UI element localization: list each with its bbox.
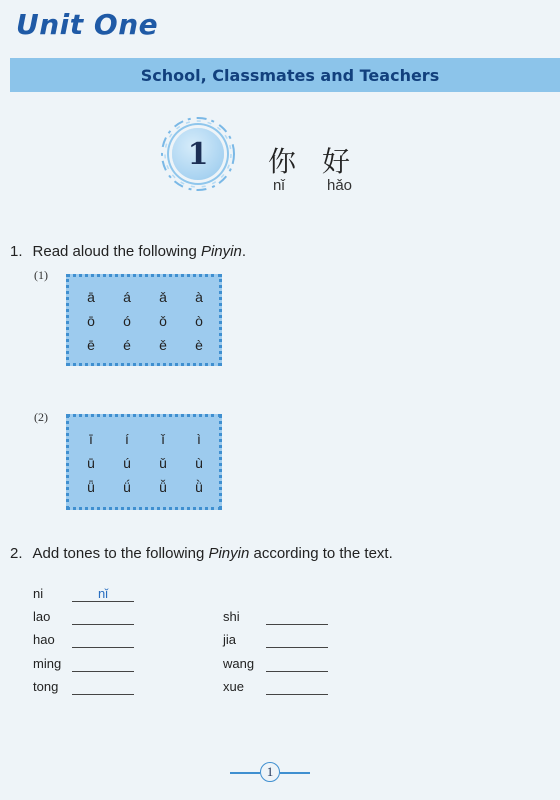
page-footer	[230, 760, 310, 784]
pinyin-syllable: ǎ	[159, 289, 167, 305]
banner-title: School, Classmates and Teachers	[140, 65, 440, 85]
answer-line[interactable]	[72, 694, 134, 695]
pinyin-syllable: ó	[123, 313, 131, 329]
pinyin-row	[69, 313, 219, 333]
pinyin-syllable: ù	[195, 455, 203, 471]
pinyin-syllable: ǔ	[159, 455, 167, 471]
exercise-word: hao	[33, 632, 55, 647]
exercise-answer: nǐ	[97, 586, 109, 601]
pinyin-syllable: ě	[159, 337, 167, 353]
exercise-number: 1.	[10, 243, 23, 260]
unit-title: Unit One	[16, 8, 159, 41]
answer-line[interactable]	[72, 601, 134, 602]
exercise-number: 2.	[10, 545, 23, 562]
page-number: 1	[260, 762, 280, 782]
exercise-text-end: .	[241, 243, 246, 260]
pinyin-syllable: è	[195, 337, 203, 353]
exercise-2-heading	[10, 545, 393, 562]
pinyin-syllable: ǐ	[161, 431, 165, 447]
pinyin-syllable: é	[123, 337, 131, 353]
pinyin-row	[69, 431, 219, 451]
group-label: (2)	[34, 410, 48, 424]
pinyin-syllable: ǘ	[123, 479, 131, 495]
pinyin-syllable: ú	[123, 455, 131, 471]
pinyin-syllable: ē	[87, 337, 95, 353]
exercise-word: ming	[33, 656, 62, 671]
pinyin-box-1	[66, 274, 222, 366]
pinyin-row	[69, 455, 219, 475]
answer-line[interactable]	[72, 624, 134, 625]
exercise-word: wang	[223, 656, 255, 671]
unit-banner	[10, 58, 560, 92]
lesson-number: 1	[187, 136, 209, 172]
pinyin-row	[69, 337, 219, 357]
exercise-text-end: according to the text.	[249, 545, 393, 562]
pinyin-syllable: ū	[87, 455, 95, 471]
answer-line[interactable]	[72, 671, 134, 672]
lesson-title-pinyin: hǎo	[327, 177, 353, 194]
exercise-text: Add tones to the following	[32, 545, 209, 562]
exercise-word: jia	[223, 632, 237, 647]
exercise-word: tong	[33, 679, 59, 694]
exercise-word: shi	[223, 609, 240, 624]
exercise-word: xue	[223, 679, 244, 694]
exercise-word: ni	[33, 586, 44, 601]
pinyin-syllable: ǒ	[159, 313, 167, 329]
pinyin-syllable: ǖ	[87, 479, 95, 495]
lesson-title-char: 好	[322, 145, 351, 178]
pinyin-box-2	[66, 414, 222, 510]
answer-line[interactable]	[266, 647, 328, 648]
lesson-title-char: 你	[268, 145, 297, 178]
exercise-emphasis: Pinyin	[208, 545, 250, 562]
exercise-word: lao	[33, 609, 51, 624]
lesson-number-badge	[172, 128, 224, 180]
answer-line[interactable]	[266, 624, 328, 625]
pinyin-syllable: ò	[195, 313, 203, 329]
answer-line[interactable]	[72, 647, 134, 648]
exercise-1-heading	[10, 243, 246, 260]
answer-line[interactable]	[266, 694, 328, 695]
pinyin-syllable: ì	[197, 431, 201, 447]
lesson-title-pinyin: nǐ	[273, 177, 285, 194]
pinyin-syllable: ǜ	[195, 479, 203, 495]
exercise-text: Read aloud the following	[32, 243, 201, 260]
pinyin-syllable: ō	[87, 313, 95, 329]
pinyin-syllable: ī	[89, 431, 93, 447]
footer-rule	[230, 772, 260, 774]
pinyin-row	[69, 479, 219, 499]
pinyin-syllable: í	[125, 431, 129, 447]
pinyin-syllable: à	[195, 289, 203, 305]
pinyin-row	[69, 289, 219, 309]
footer-rule	[280, 772, 310, 774]
group-label: (1)	[34, 268, 48, 282]
pinyin-syllable: á	[123, 289, 131, 305]
exercise-emphasis: Pinyin	[200, 243, 242, 260]
pinyin-syllable: ǚ	[159, 479, 167, 495]
pinyin-syllable: ā	[87, 289, 95, 305]
answer-line[interactable]	[266, 671, 328, 672]
